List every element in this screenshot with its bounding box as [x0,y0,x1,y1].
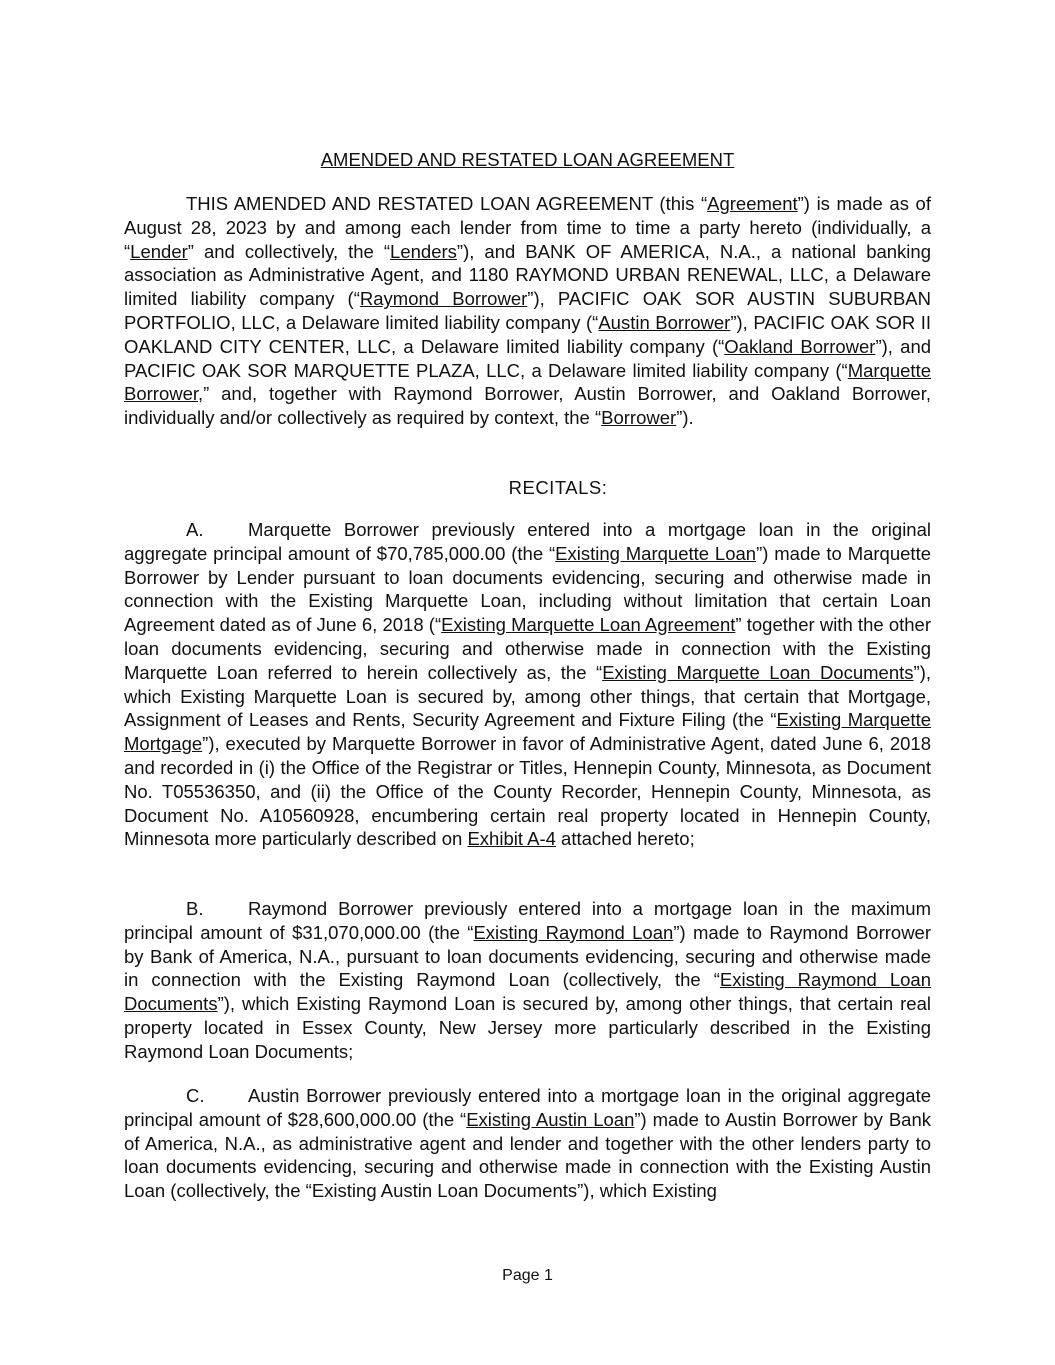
defined-term: Existing Marquette Loan Documents [602,661,914,683]
recital-b [124,897,931,1064]
defined-term: Existing Raymond Loan Documents [124,969,932,1015]
defined-term: Austin Borrower [598,311,731,333]
body-text-segment: Raymond Borrower previously entered into a mortgage loan in the maximum principal amount of $31,070,000.00 (the “ [124,898,931,943]
defined-term: Agreement [707,193,798,214]
body-text-segment: ”) is made as of August 28, 2023 by and among each lender from time to time a party hereto (individually, a “ [124,193,931,262]
recital-a [124,518,931,851]
defined-term: Borrower [601,407,677,429]
recital-text [124,898,931,1062]
page-number: Page 1 [502,1267,553,1284]
body-text-segment: Marquette Borrower previously entered into a mortgage loan in the original aggregate principal amount of $70,785,000.00 (the “ [124,519,931,564]
defined-term: Oakland Borrower [724,335,876,357]
body-text-segment: ”) made to Austin Borrower by Bank of America, N.A., as administrative agent and lender and together with the other lenders party to loan documents evidencing, securing and otherwise made in connection with the Existing Austin Loan (collectively, the “Existing Austin Loan Documents”), which Existing [124,1108,931,1202]
defined-term: Exhibit A-4 [467,828,556,850]
body-text-segment: Austin Borrower previously entered into a mortgage loan in the original aggregate principal amount of $28,600,000.00 (the “ [124,1085,931,1130]
body-text-segment: ”), executed by Marquette Borrower in favor of Administrative Agent, dated June 6, 2018 and recorded in (i) the Office of the Registrar or Titles, Hennepin County, Minnesota, as Document No. T05536350, and (ii) the Office of the County Recorder, Hennepin County, Minnesota, as Document No. A10560928, encumbering certain real property located in Hennepin County, Minnesota more particularly described on [124,733,931,850]
body-text-segment: ”). [676,407,694,429]
body-text-segment: ”), PACIFIC OAK SOR II OAKLAND CITY CENTER, LLC, a Delaware limited liability company (“ [124,311,932,357]
preamble-text [124,193,931,428]
defined-term: Marquette Borrower, [124,359,931,405]
body-text-segment: ”), and BANK OF AMERICA, N.A., a national banking association as Administrative Agent, and 1180 RAYMOND URBAN RENEWAL, LLC, a Delaware limited liability company (“ [124,240,931,310]
body-text-segment: ”) made to Marquette Borrower by Lender pursuant to loan documents evidencing, securing and otherwise made in connection with the Existing Marquette Loan, including without limitation that certain Loan Agreement dated as of June 6, 2018 (“ [124,542,931,636]
recital-letter: B. [186,898,204,919]
body-text-segment: ”), which Existing Marquette Loan is secured by, among other things, that certain that Mortgage, Assignment of Leases and Rents, Security Agreement and Fixture Filing (the “ [124,661,931,731]
defined-term: Raymond Borrower [359,288,528,310]
recital-text [124,519,931,849]
body-text-segment: ” and, together with Raymond Borrower, Austin Borrower, and Oakland Borrower, individually and/or collectively as required by context, the “ [124,383,931,429]
recitals-heading: RECITALS: [508,477,608,498]
defined-term: Existing Marquette Mortgage [124,709,931,755]
body-text-segment: attached hereto; [555,828,695,850]
defined-term: Existing Marquette Loan Agreement [441,614,736,636]
body-text-segment: ”) made to Raymond Borrower by Bank of America, N.A., pursuant to loan documents evidencing, securing and otherwise made in connection with the Existing Raymond Loan (collectively, the “ [124,921,932,991]
defined-term: Existing Austin Loan [466,1108,635,1130]
defined-term: Existing Marquette Loan [555,542,757,564]
body-text-segment: ”), PACIFIC OAK SOR AUSTIN SUBURBAN PORTFOLIO, LLC, a Delaware limited liability company (“ [124,288,931,333]
recital-letter: C. [186,1085,205,1106]
document-title: AMENDED AND RESTATED LOAN AGREEMENT [320,149,735,170]
recital-c [124,1084,931,1203]
body-text-segment: THIS AMENDED AND RESTATED LOAN AGREEMENT (this “ [186,193,708,214]
defined-term: Existing Raymond Loan [473,921,674,943]
preamble-paragraph [124,192,931,430]
body-text-segment: ”), and PACIFIC OAK SOR MARQUETTE PLAZA, LLC, a Delaware limited liability company (“ [124,335,932,381]
body-text-segment: ” and collectively, the “ [187,240,391,262]
body-text-segment: ”), which Existing Raymond Loan is secured by, among other things, that certain real property located in Essex County, New Jersey more particularly described in the Existing Raymond Loan Documents; [124,993,931,1062]
recital-letter: A. [186,519,204,540]
defined-term: Lenders [390,240,457,262]
defined-term: Lender [130,240,188,262]
body-text-segment: ” together with the other loan documents evidencing, securing and otherwise made in connection with the Existing Marquette Loan referred to herein collectively as, the “ [124,614,931,683]
